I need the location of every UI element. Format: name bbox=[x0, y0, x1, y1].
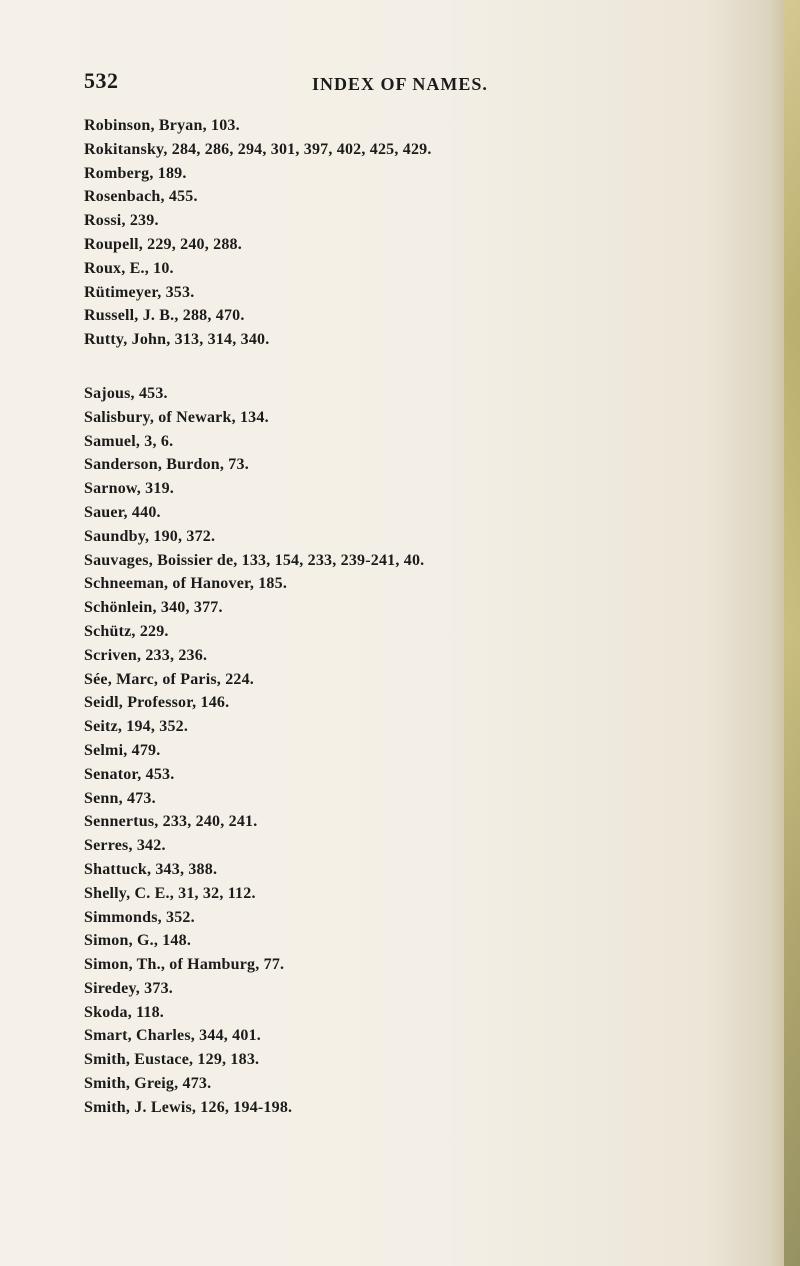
index-entry: Siredey, 373. bbox=[84, 979, 173, 997]
index-entry: Shattuck, 343, 388. bbox=[84, 860, 218, 878]
index-entry: Sée, Marc, of Paris, 224. bbox=[84, 670, 254, 688]
index-entry: Rütimeyer, 353. bbox=[84, 283, 195, 301]
index-entry: Schütz, 229. bbox=[84, 622, 169, 640]
index-entry: Russell, J. B., 288, 470. bbox=[84, 307, 245, 325]
index-entry: Sarnow, 319. bbox=[84, 480, 174, 498]
index-entry: Sajous, 453. bbox=[84, 384, 168, 402]
index-entry: Seidl, Professor, 146. bbox=[84, 694, 230, 712]
index-entry: Shelly, C. E., 31, 32, 112. bbox=[84, 884, 256, 902]
index-entry: Roux, E., 10. bbox=[84, 259, 174, 277]
index-entry: Schönlein, 340, 377. bbox=[84, 599, 223, 617]
running-title: INDEX OF NAMES. bbox=[312, 74, 488, 94]
index-entry: Sauvages, Boissier de, 133, 154, 233, 239-241, 40. bbox=[84, 551, 425, 569]
index-entry: Rosenbach, 455. bbox=[84, 188, 198, 206]
index-entry: Sauer, 440. bbox=[84, 503, 161, 521]
index-entry: Roupell, 229, 240, 288. bbox=[84, 235, 242, 253]
page-header bbox=[84, 68, 524, 102]
page-edge bbox=[784, 0, 800, 1266]
index-entry: Smith, Greig, 473. bbox=[84, 1075, 212, 1093]
index-entry: Romberg, 189. bbox=[84, 164, 187, 182]
index-entry: Smith, J. Lewis, 126, 194-198. bbox=[84, 1098, 293, 1116]
page-number: 532 bbox=[84, 68, 119, 93]
index-group-s bbox=[84, 382, 724, 1120]
index-group-r bbox=[84, 114, 724, 352]
index-entry: Selmi, 479. bbox=[84, 741, 161, 759]
index-entry: Simmonds, 352. bbox=[84, 908, 195, 926]
index-entry: Rokitansky, 284, 286, 294, 301, 397, 402, 425, 429. bbox=[84, 140, 432, 158]
index-entry: Senator, 453. bbox=[84, 765, 175, 783]
index-entry: Simon, G., 148. bbox=[84, 932, 192, 950]
index-entry: Samuel, 3, 6. bbox=[84, 432, 174, 450]
index-entry: Sanderson, Burdon, 73. bbox=[84, 456, 249, 474]
index-entry: Saundby, 190, 372. bbox=[84, 527, 216, 545]
index-entry: Scriven, 233, 236. bbox=[84, 646, 208, 664]
index-entry: Smith, Eustace, 129, 183. bbox=[84, 1051, 260, 1069]
index-entry: Rossi, 239. bbox=[84, 212, 159, 230]
index-entry: Salisbury, of Newark, 134. bbox=[84, 408, 269, 426]
index-entry: Smart, Charles, 344, 401. bbox=[84, 1027, 261, 1045]
index-entry: Schneeman, of Hanover, 185. bbox=[84, 575, 288, 593]
index-entries bbox=[84, 114, 724, 1120]
index-entry: Serres, 342. bbox=[84, 837, 166, 855]
index-entry: Senn, 473. bbox=[84, 789, 156, 807]
index-entry: Seitz, 194, 352. bbox=[84, 718, 189, 736]
index-entry: Simon, Th., of Hamburg, 77. bbox=[84, 956, 285, 974]
index-entry: Robinson, Bryan, 103. bbox=[84, 117, 240, 134]
index-entry: Rutty, John, 313, 314, 340. bbox=[84, 331, 270, 349]
index-entry: Sennertus, 233, 240, 241. bbox=[84, 813, 258, 831]
index-entry: Skoda, 118. bbox=[84, 1003, 165, 1021]
